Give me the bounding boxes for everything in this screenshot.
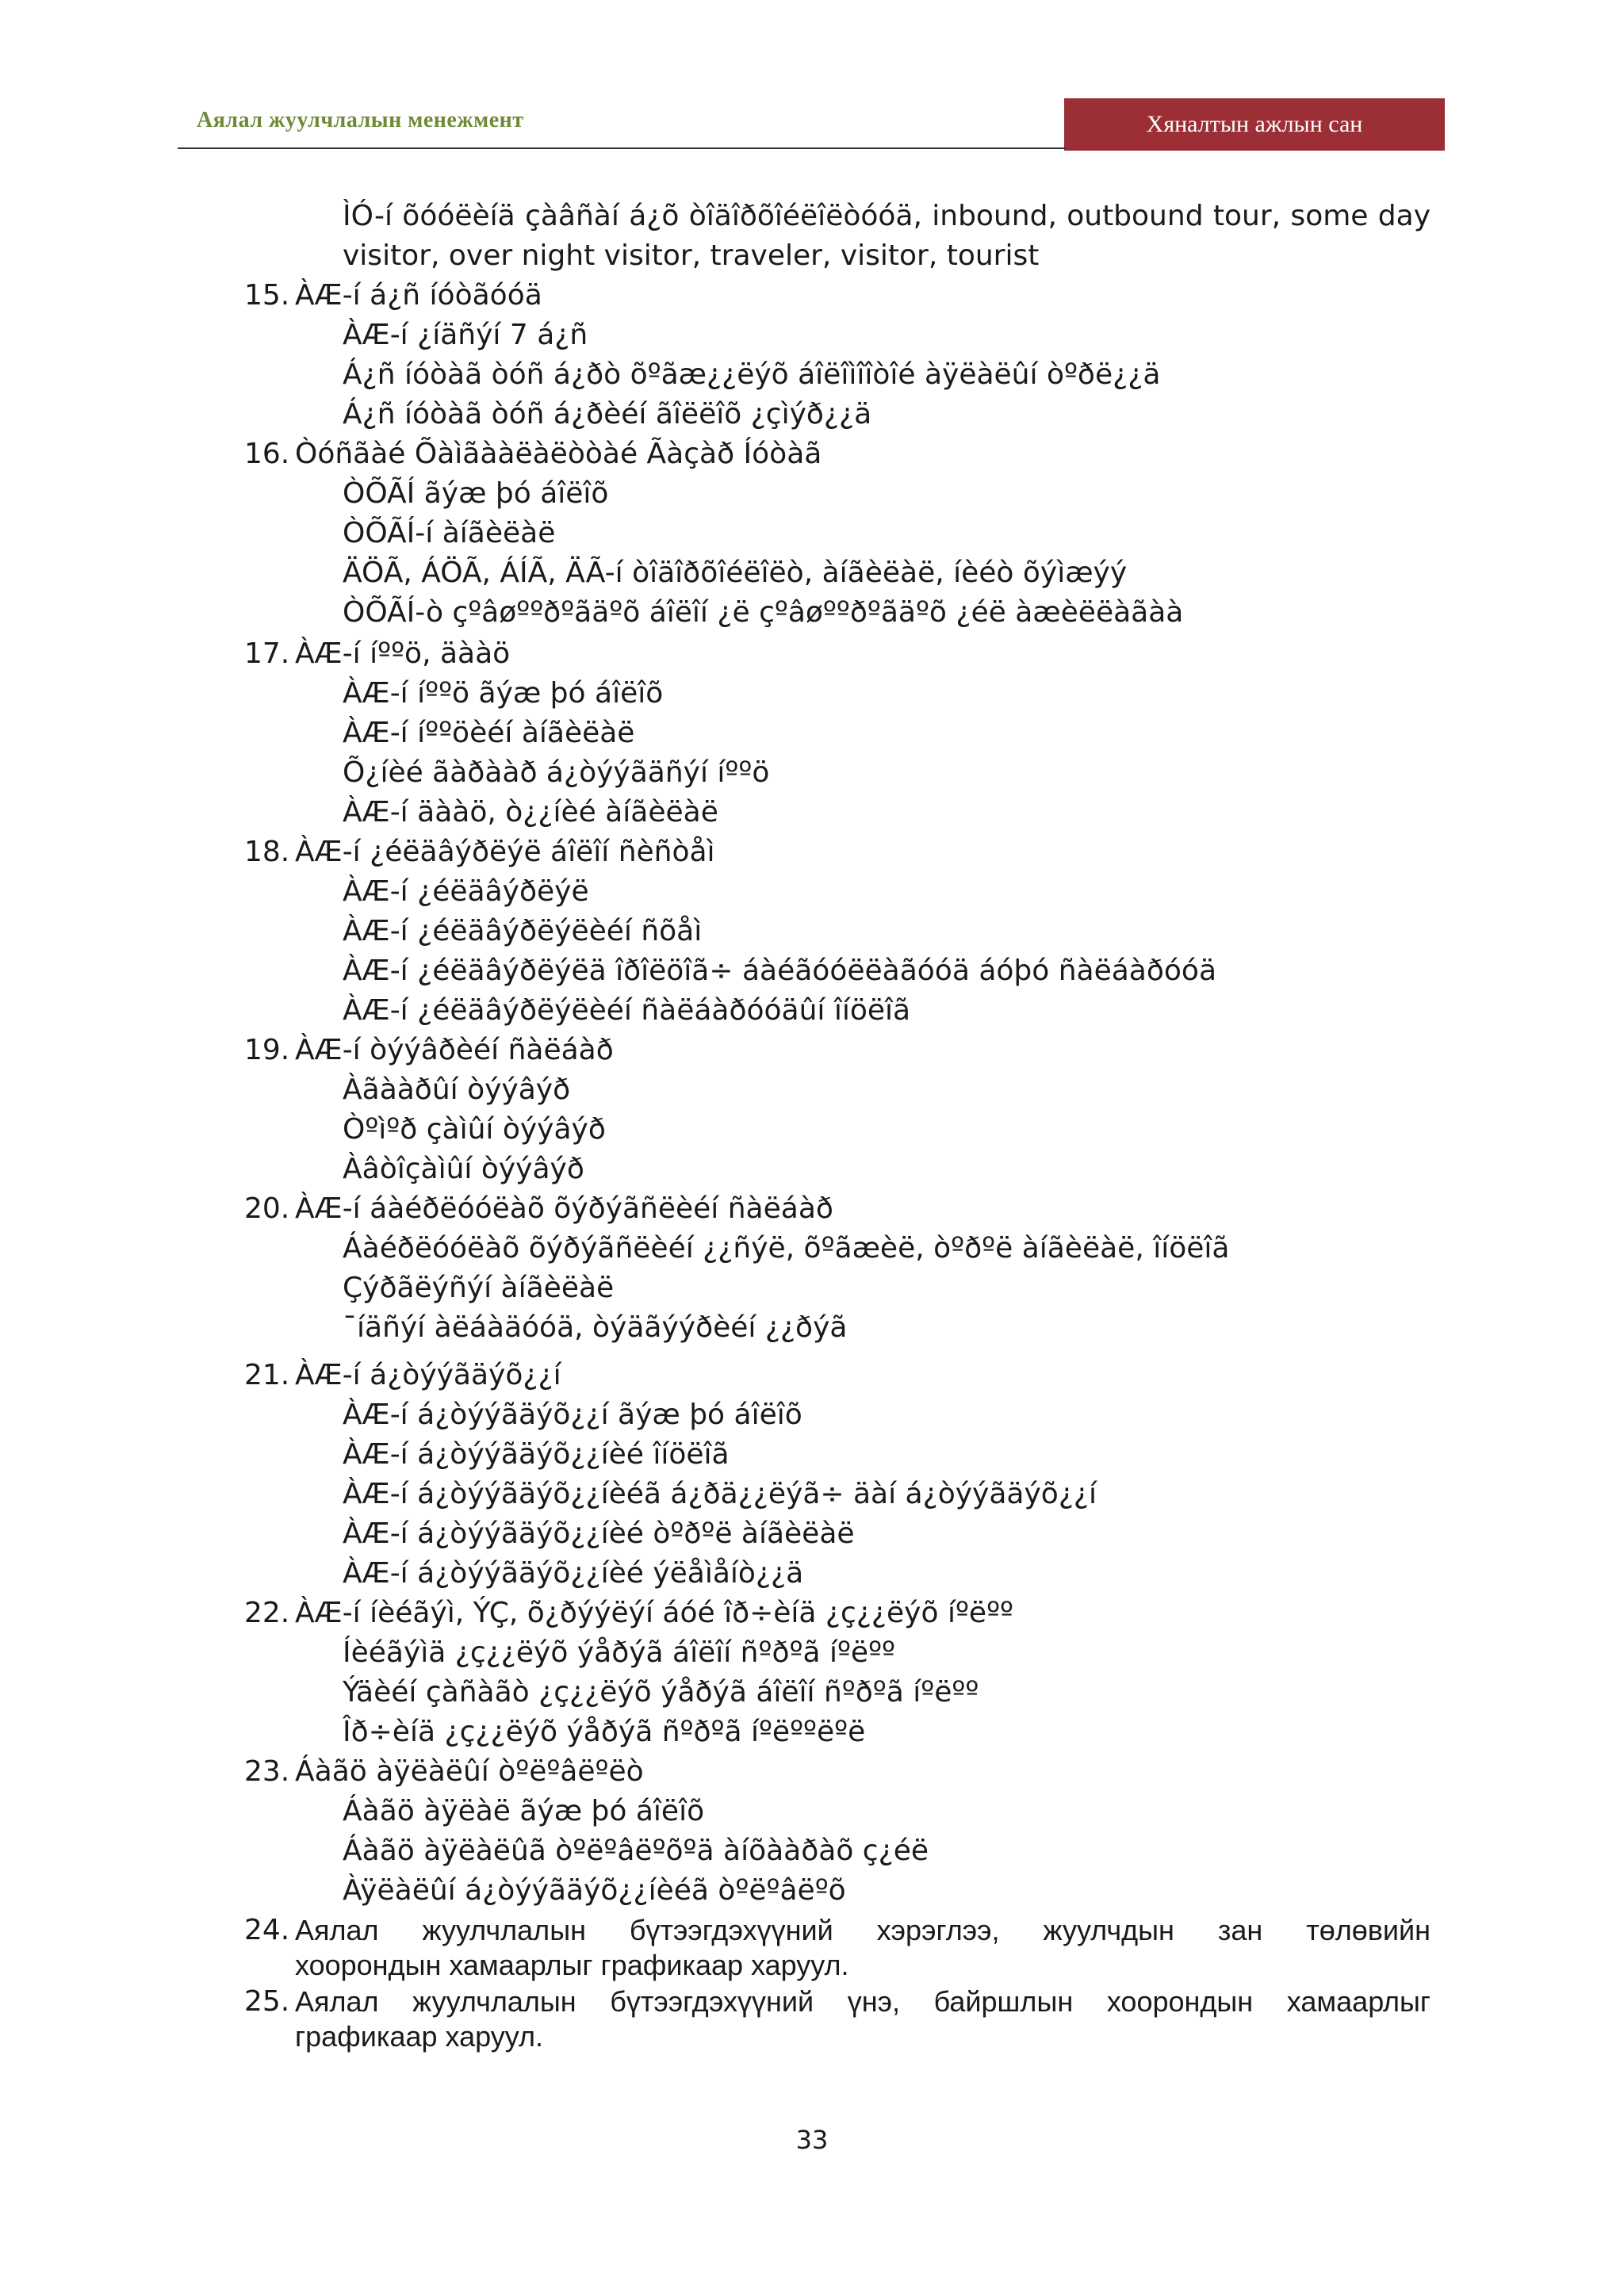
text-line: Áàéðëóóëàõ õýðýãñëèéí ¿¿ñýë, õºãæèë, òºðºë àíãèëàë, îíöëîã	[343, 1232, 1230, 1265]
text-line: графикаар харуул.	[295, 2020, 543, 2053]
text-line: Áàãö àÿëàëûã òºëºâëºõºä àíõààðàõ ç¿éë	[343, 1835, 929, 1867]
item-title: Аялал жуулчлалын бүтээгдэхүүний үнэ, байршлын хоорондын хамаарлыг	[295, 1985, 1431, 2018]
text-line: Àâòîçàìûí òýýâýð	[343, 1153, 584, 1185]
text-line: ÀÆ-í íººö ãýæ þó áîëîõ	[343, 677, 664, 710]
item-title: ÀÆ-í á¿òýýãäýõ¿¿í	[295, 1359, 561, 1391]
item-title: ÀÆ-í ¿éëäâýðëýë áîëîí ñèñòåì	[295, 836, 715, 868]
text-line: Îð÷èíä ¿ç¿¿ëýõ ýåðýã ñºðºã íºëººëºë	[343, 1716, 866, 1748]
text-line: Íèéãýìä ¿ç¿¿ëýõ ýåðýã áîëîí ñºðºã íºëºº	[343, 1636, 895, 1669]
item-number: 15.	[244, 279, 290, 312]
text-line: Çýðãëýñýí àíãèëàë	[343, 1272, 615, 1304]
item-number: 23.	[244, 1755, 290, 1788]
text-line: ÀÆ-í ¿éëäâýðëýëèéí ñõåì	[343, 915, 703, 947]
item-number: 17.	[244, 637, 290, 670]
text-line: ÌÓ-í õóóëèíä çàâñàí á¿õ òîäîðõîéëîëòóóä, inbound, outbound tour, some day	[343, 200, 1431, 232]
item-title: Áàãö àÿëàëûí òºëºâëºëò	[295, 1755, 644, 1788]
text-line: ÀÆ-í á¿òýýãäýõ¿¿íèéã á¿ðä¿¿ëýã÷ äàí á¿òýýãäýõ¿¿í	[343, 1478, 1097, 1510]
item-number: 25.	[244, 1985, 290, 2018]
text-line: ÒÕÃÍ-í àíãèëàë	[343, 517, 556, 549]
item-title: Аялал жуулчлалын бүтээгдэхүүний хэрэглээ, жуулчдын зан төлөвийн	[295, 1914, 1431, 1946]
text-line: ¯íäñýí àëáàäóóä, òýäãýýðèéí ¿¿ðýã	[343, 1311, 848, 1344]
text-line: ÀÆ-í äààö, ò¿¿íèé àíãèëàë	[343, 796, 718, 828]
text-line: ÀÆ-í á¿òýýãäýõ¿¿í ãýæ þó áîëîõ	[343, 1399, 802, 1431]
text-line: ÀÆ-í á¿òýýãäýõ¿¿íèé îíöëîã	[343, 1438, 730, 1471]
item-title: Òóñãàé Õàìãààëàëòòàé Ãàçàð Íóòàã	[295, 438, 822, 470]
item-number: 18.	[244, 836, 290, 868]
item-title: ÀÆ-í íººö, äààö	[295, 637, 511, 670]
item-number: 22.	[244, 1597, 290, 1629]
text-line: ÀÆ-í ¿éëäâýðëýëèéí ñàëáàðóóäûí îíöëîã	[343, 994, 911, 1027]
text-line: Àÿëàëûí á¿òýýãäýõ¿¿íèéã òºëºâëºõ	[343, 1874, 846, 1907]
text-line: Õ¿íèé ãàðààð á¿òýýãäñýí íººö	[343, 756, 770, 789]
text-line: ÀÆ-í á¿òýýãäýõ¿¿íèé òºðºë àíãèëàë	[343, 1517, 855, 1550]
text-line: Òºìºð çàìûí òýýâýð	[343, 1113, 606, 1146]
item-number: 21.	[244, 1359, 290, 1391]
text-line: Á¿ñ íóòàã òóñ á¿ðèéí ãîëëîõ ¿çìýð¿¿ä	[343, 398, 872, 430]
item-number: 24.	[244, 1914, 290, 1946]
item-number: 20.	[244, 1192, 290, 1225]
text-line: ÒÕÃÍ-ò çºâøººðºãäºõ áîëîí ¿ë çºâøººðºãäºõ ¿éë àæèëëàãàà	[343, 596, 1184, 629]
item-title: ÀÆ-í áàéðëóóëàõ õýðýãñëèéí ñàëáàð	[295, 1192, 833, 1225]
item-number: 19.	[244, 1034, 290, 1066]
running-header-left: Аялал жуулчлалын менежмент	[197, 108, 524, 132]
text-line: Áàãö àÿëàë ãýæ þó áîëîõ	[343, 1795, 705, 1827]
text-line: Àãààðûí òýýâýð	[343, 1073, 571, 1106]
text-line: visitor, over night visitor, traveler, visitor, tourist	[343, 239, 1040, 272]
text-line: ÀÆ-í ¿éëäâýðëýëä îðîëöîã÷ áàéãóóëëàãóóä áóþó ñàëáàðóóä	[343, 955, 1217, 987]
text-line: ÒÕÃÍ ãýæ þó áîëîõ	[343, 477, 609, 510]
running-header-right: Хяналтын ажлын сан	[1064, 98, 1445, 151]
text-line: хоорондын хамаарлыг графикаар харуул.	[295, 1949, 849, 1981]
text-line: ÀÆ-í íººöèéí àíãèëàë	[343, 717, 635, 749]
item-number: 16.	[244, 438, 290, 470]
text-line: Ýäèéí çàñàãò ¿ç¿¿ëýõ ýåðýã áîëîí ñºðºã íºëºº	[343, 1676, 979, 1709]
item-title: ÀÆ-í íèéãýì, ÝÇ, õ¿ðýýëýí áóé îð÷èíä ¿ç¿¿ëýõ íºëºº	[295, 1597, 1013, 1629]
text-line: ÀÆ-í ¿íäñýí 7 á¿ñ	[343, 319, 588, 351]
text-line: ÀÆ-í á¿òýýãäýõ¿¿íèé ýëåìåíò¿¿ä	[343, 1557, 804, 1590]
text-line: ÀÆ-í ¿éëäâýðëýë	[343, 875, 589, 908]
item-title: ÀÆ-í á¿ñ íóòãóóä	[295, 279, 542, 312]
page-number: 33	[795, 2125, 829, 2155]
text-line: ÄÖÃ, ÁÖÃ, ÁÍÃ, ÄÃ-í òîäîðõîéëîëò, àíãèëàë, íèéò õýìæýý	[343, 557, 1128, 589]
header-rule	[178, 147, 1066, 149]
text-line: Á¿ñ íóòàã òóñ á¿ðò õºãæ¿¿ëýõ áîëîìîîòîé àÿëàëûí òºðë¿¿ä	[343, 358, 1161, 391]
item-title: ÀÆ-í òýýâðèéí ñàëáàð	[295, 1034, 614, 1066]
